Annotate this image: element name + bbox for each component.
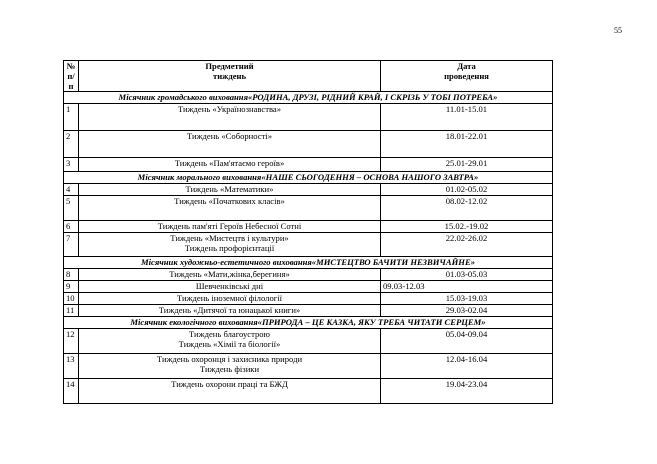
row-date: 01.02-05.02	[381, 184, 553, 196]
row-date: 18.01-22.01	[381, 131, 553, 158]
row-week-line: Тиждень фізики	[199, 364, 260, 374]
row-number: 7	[64, 233, 79, 257]
row-week: Тиждень «Мати,жінка,берегиня»	[79, 269, 381, 281]
page-number: 55	[614, 26, 622, 35]
row-week	[79, 233, 381, 257]
row-week: Тиждень «Дитячої та юнацької книги»	[79, 305, 381, 317]
table-row	[64, 184, 553, 196]
row-week: Тиждень «Математики»	[79, 184, 381, 196]
row-week: Тиждень «Українознавства»	[79, 104, 381, 131]
row-date: 12.04-16.04	[381, 354, 553, 379]
row-number: 2	[64, 131, 79, 158]
table-row	[64, 379, 553, 404]
row-date: 08.02-12.02	[381, 196, 553, 221]
row-number: 5	[64, 196, 79, 221]
row-date: 22.02-26.02	[381, 233, 553, 257]
header-number: № п/п	[64, 61, 79, 92]
table-row	[64, 281, 553, 293]
row-number: 13	[64, 354, 79, 379]
table-header-row	[64, 61, 553, 92]
table-row	[64, 104, 553, 131]
row-date: 15.02.-19.02	[381, 221, 553, 233]
table-row	[64, 269, 553, 281]
row-week: Тиждень іноземної філології	[79, 293, 381, 305]
header-subject-week: Предметний тиждень	[79, 61, 381, 92]
table-row	[64, 196, 553, 221]
row-week: Шевченківські дні	[79, 281, 381, 293]
table-row	[64, 158, 553, 172]
events-plan-table	[63, 60, 553, 404]
table-row	[64, 305, 553, 317]
section-title: Місячник художньо-естетичного виховання«МИСТЕЦТВО БАЧИТИ НЕЗВИЧАЙНЕ»	[64, 257, 553, 269]
row-date: 29.03-02.04	[381, 305, 553, 317]
row-number: 8	[64, 269, 79, 281]
table-row	[64, 329, 553, 354]
section-row	[64, 92, 553, 104]
row-number: 3	[64, 158, 79, 172]
table-row	[64, 354, 553, 379]
table-row	[64, 293, 553, 305]
row-number: 9	[64, 281, 79, 293]
row-date: 25.01-29.01	[381, 158, 553, 172]
header-date: Дата проведення	[381, 61, 553, 92]
row-date: 01.03-05.03	[381, 269, 553, 281]
section-row	[64, 317, 553, 329]
row-number: 6	[64, 221, 79, 233]
row-week: Тиждень «Соборності»	[79, 131, 381, 158]
row-week: Тиждень пам'яті Героїв Небесної Сотні	[79, 221, 381, 233]
table-row	[64, 131, 553, 158]
section-title: Місячник екологічного виховання«ПРИРОДА – ЦЕ КАЗКА, ЯКУ ТРЕБА ЧИТАТИ СЕРЦЕМ»	[64, 317, 553, 329]
row-week-line: Тиждень «Хімії та біології»	[178, 339, 281, 349]
row-number: 4	[64, 184, 79, 196]
section-title: Місячник громадського виховання«РОДИНА, ДРУЗІ, РІДНИЙ КРАЙ, І СКРІЗЬ У ТОБІ ПОТРЕБА»	[64, 92, 553, 104]
row-number: 1	[64, 104, 79, 131]
row-number: 12	[64, 329, 79, 354]
row-week: Тиждень «Пам'ятаємо героїв»	[79, 158, 381, 172]
row-week: Тиждень «Початкових класів»	[79, 196, 381, 221]
row-date: 11.01-15.01	[381, 104, 553, 131]
row-week-line: Тиждень профорієнтації	[184, 243, 275, 253]
section-title: Місячник морального виховання«НАШЕ СЬОГОДЕННЯ – ОСНОВА НАШОГО ЗАВТРА»	[64, 172, 553, 184]
row-date: 19.04-23.04	[381, 379, 553, 404]
row-number: 11	[64, 305, 79, 317]
row-week-line: Тиждень охоронця і захисника природи	[156, 354, 303, 364]
row-week	[79, 354, 381, 379]
row-week	[79, 329, 381, 354]
table-row	[64, 233, 553, 257]
row-number: 10	[64, 293, 79, 305]
row-date: 09.03-12.03	[381, 281, 553, 293]
section-row	[64, 257, 553, 269]
row-date: 15.03-19.03	[381, 293, 553, 305]
section-row	[64, 172, 553, 184]
row-number: 14	[64, 379, 79, 404]
row-week-line: Тиждень благоустрою	[189, 329, 270, 339]
row-week-line: Тиждень «Мистецтв і культури»	[170, 233, 289, 243]
row-date: 05.04-09.04	[381, 329, 553, 354]
row-week: Тиждень охорони праці та БЖД	[79, 379, 381, 404]
table-row	[64, 221, 553, 233]
